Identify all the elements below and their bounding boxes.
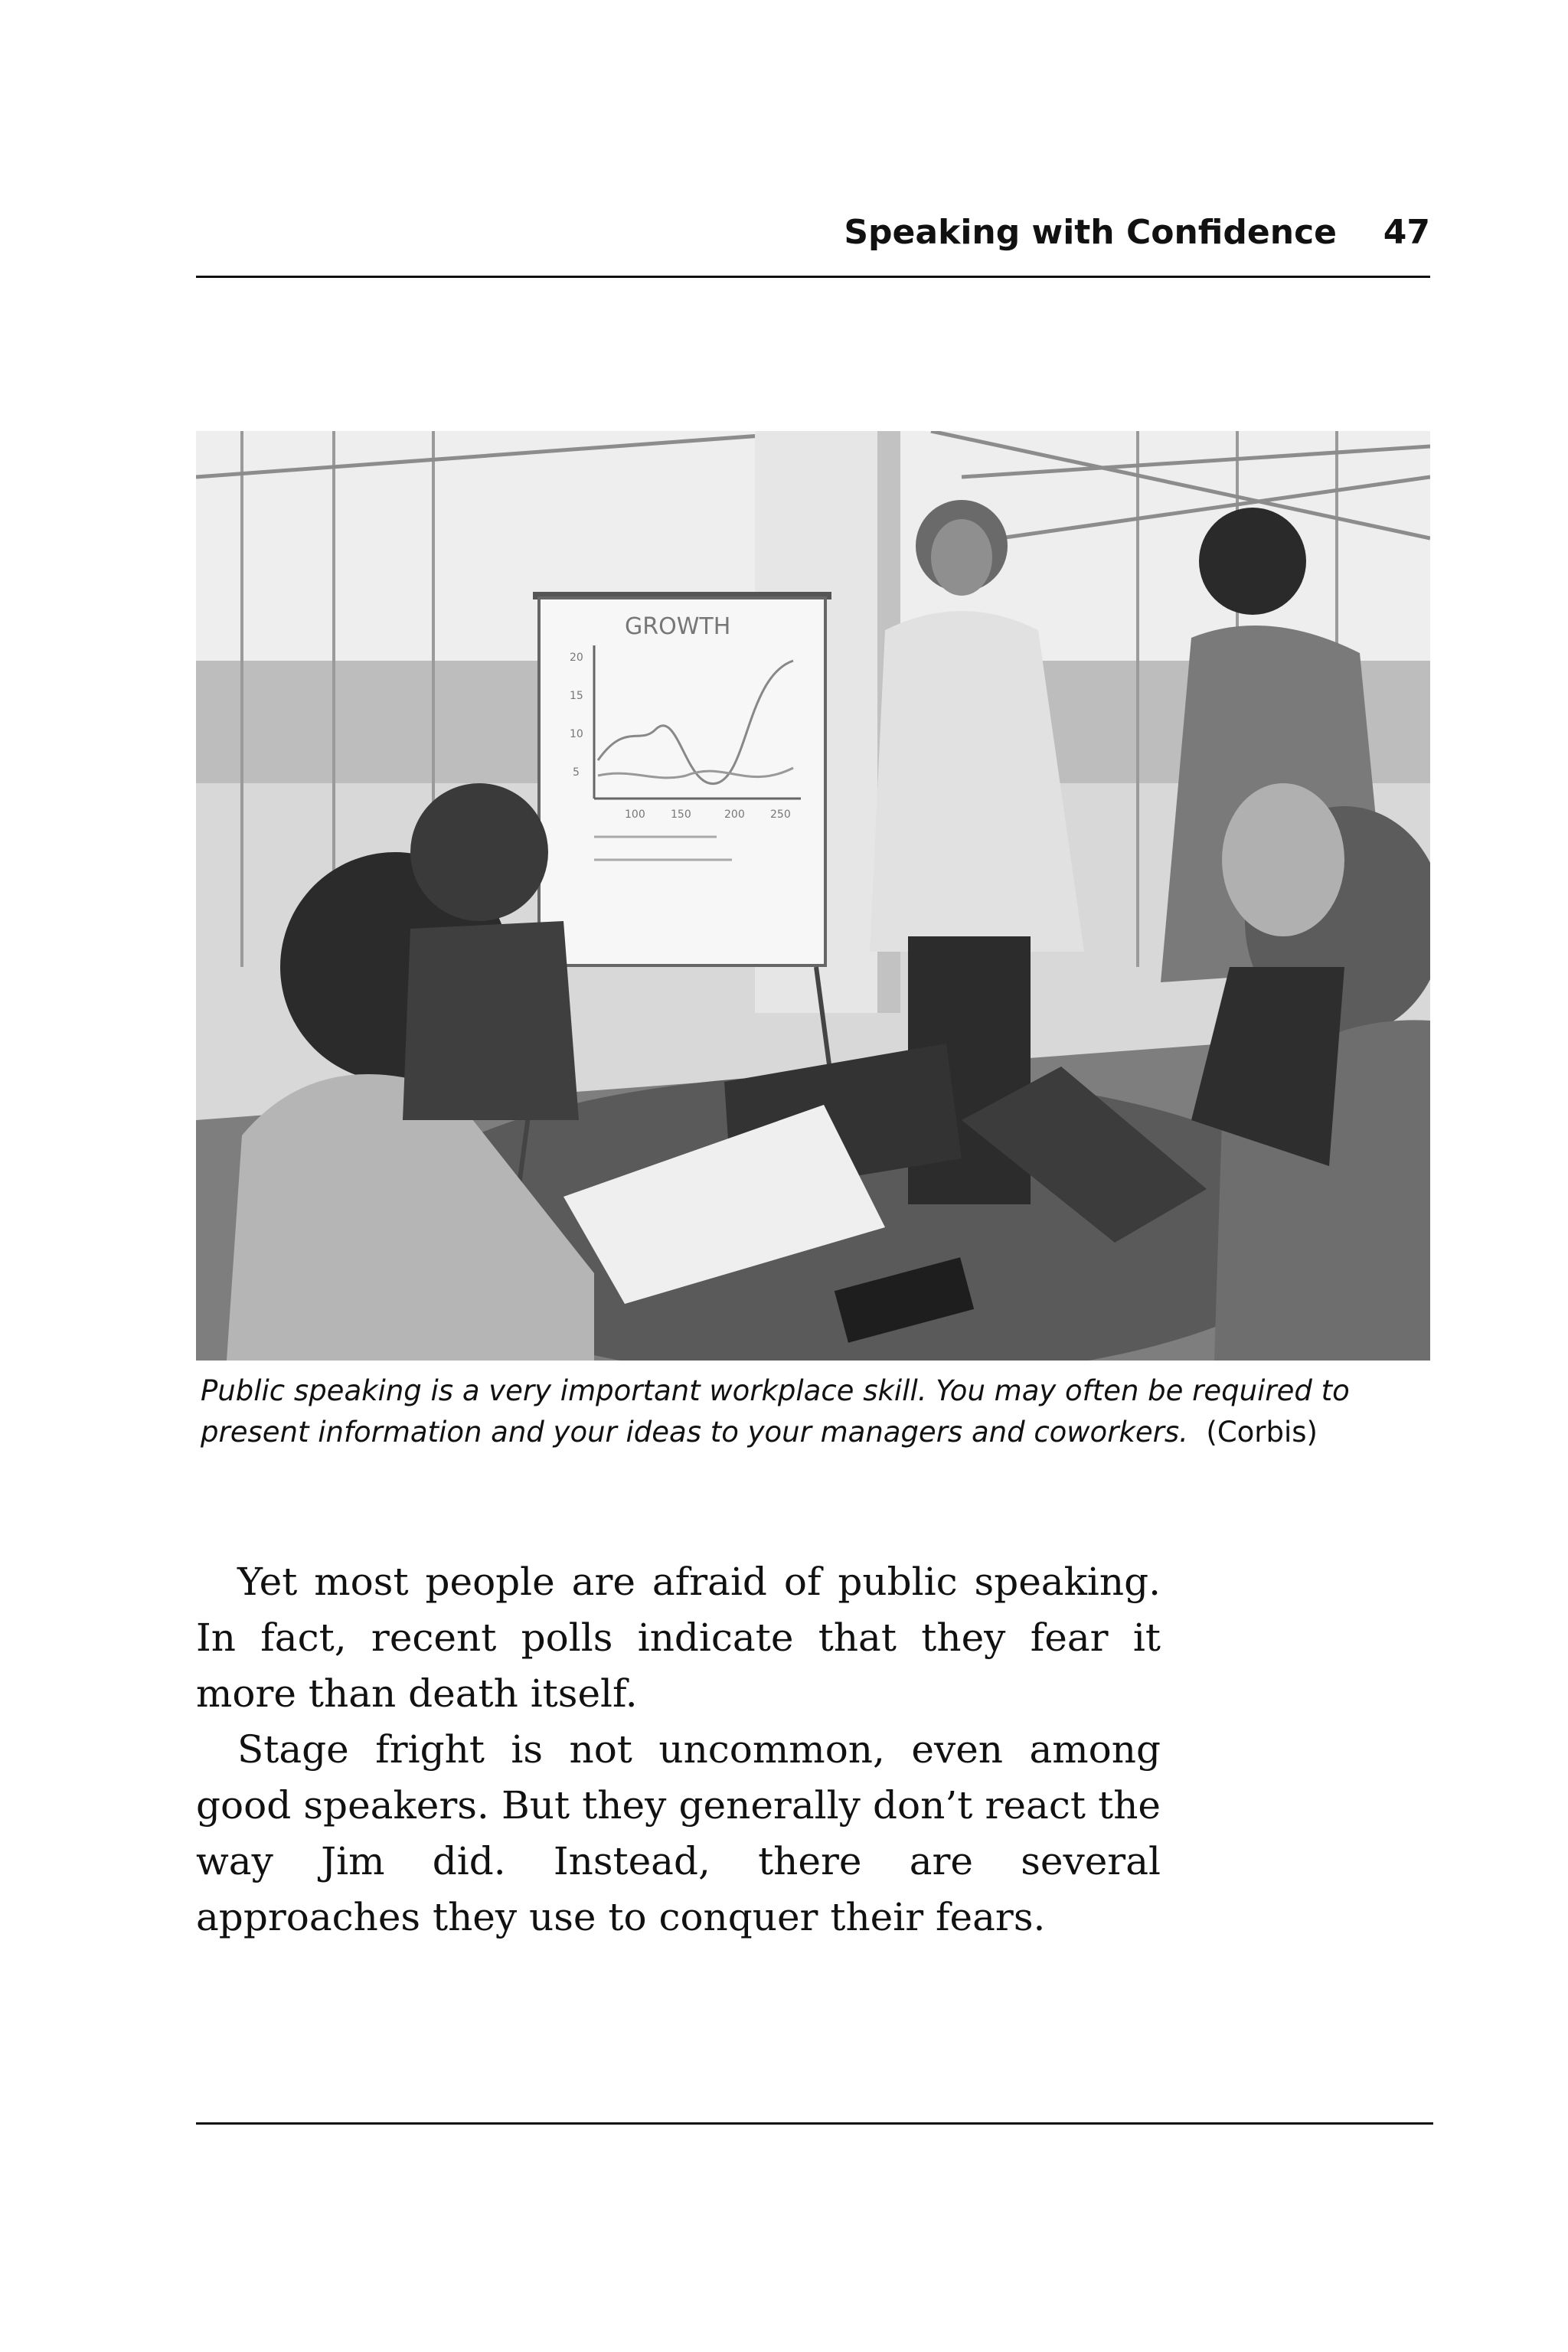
body-text (196, 1554, 1161, 1945)
meeting-photo-illustration (196, 431, 1430, 1361)
running-header (196, 207, 1430, 278)
flipchart-y-tick: 20 (570, 652, 583, 664)
flipchart-y-tick: 10 (570, 728, 583, 740)
caption-text: Public speaking is a very important workplace skill. You may often be required to present information and your ideas to your managers and coworkers. (201, 1374, 1350, 1449)
header-title: Speaking with Confidence (844, 213, 1337, 252)
page-number: 47 (1383, 213, 1430, 252)
flipchart-y-tick: 15 (570, 690, 583, 702)
paragraph: Stage fright is not uncommon, even among good speakers. But they generally don’t react the way Jim did. Instead, there are several approaches they use to conquer their fears. (196, 1727, 1161, 1939)
paragraph: Yet most people are afraid of public speaking. In fact, recent polls indicate that they fear it more than death itself. (196, 1560, 1161, 1716)
footer-rule (196, 2122, 1433, 2125)
flipchart-x-tick: 100 (625, 808, 645, 821)
flipchart-x-tick: 250 (770, 808, 791, 821)
flipchart-heading: GROWTH (625, 613, 731, 640)
meeting-photo (196, 431, 1430, 1361)
figure-caption (201, 1370, 1433, 1453)
caption-credit: (Corbis) (1206, 1416, 1318, 1449)
flipchart-y-tick: 5 (573, 766, 580, 779)
flipchart-x-tick: 200 (724, 808, 745, 821)
flipchart-x-tick: 150 (671, 808, 691, 821)
